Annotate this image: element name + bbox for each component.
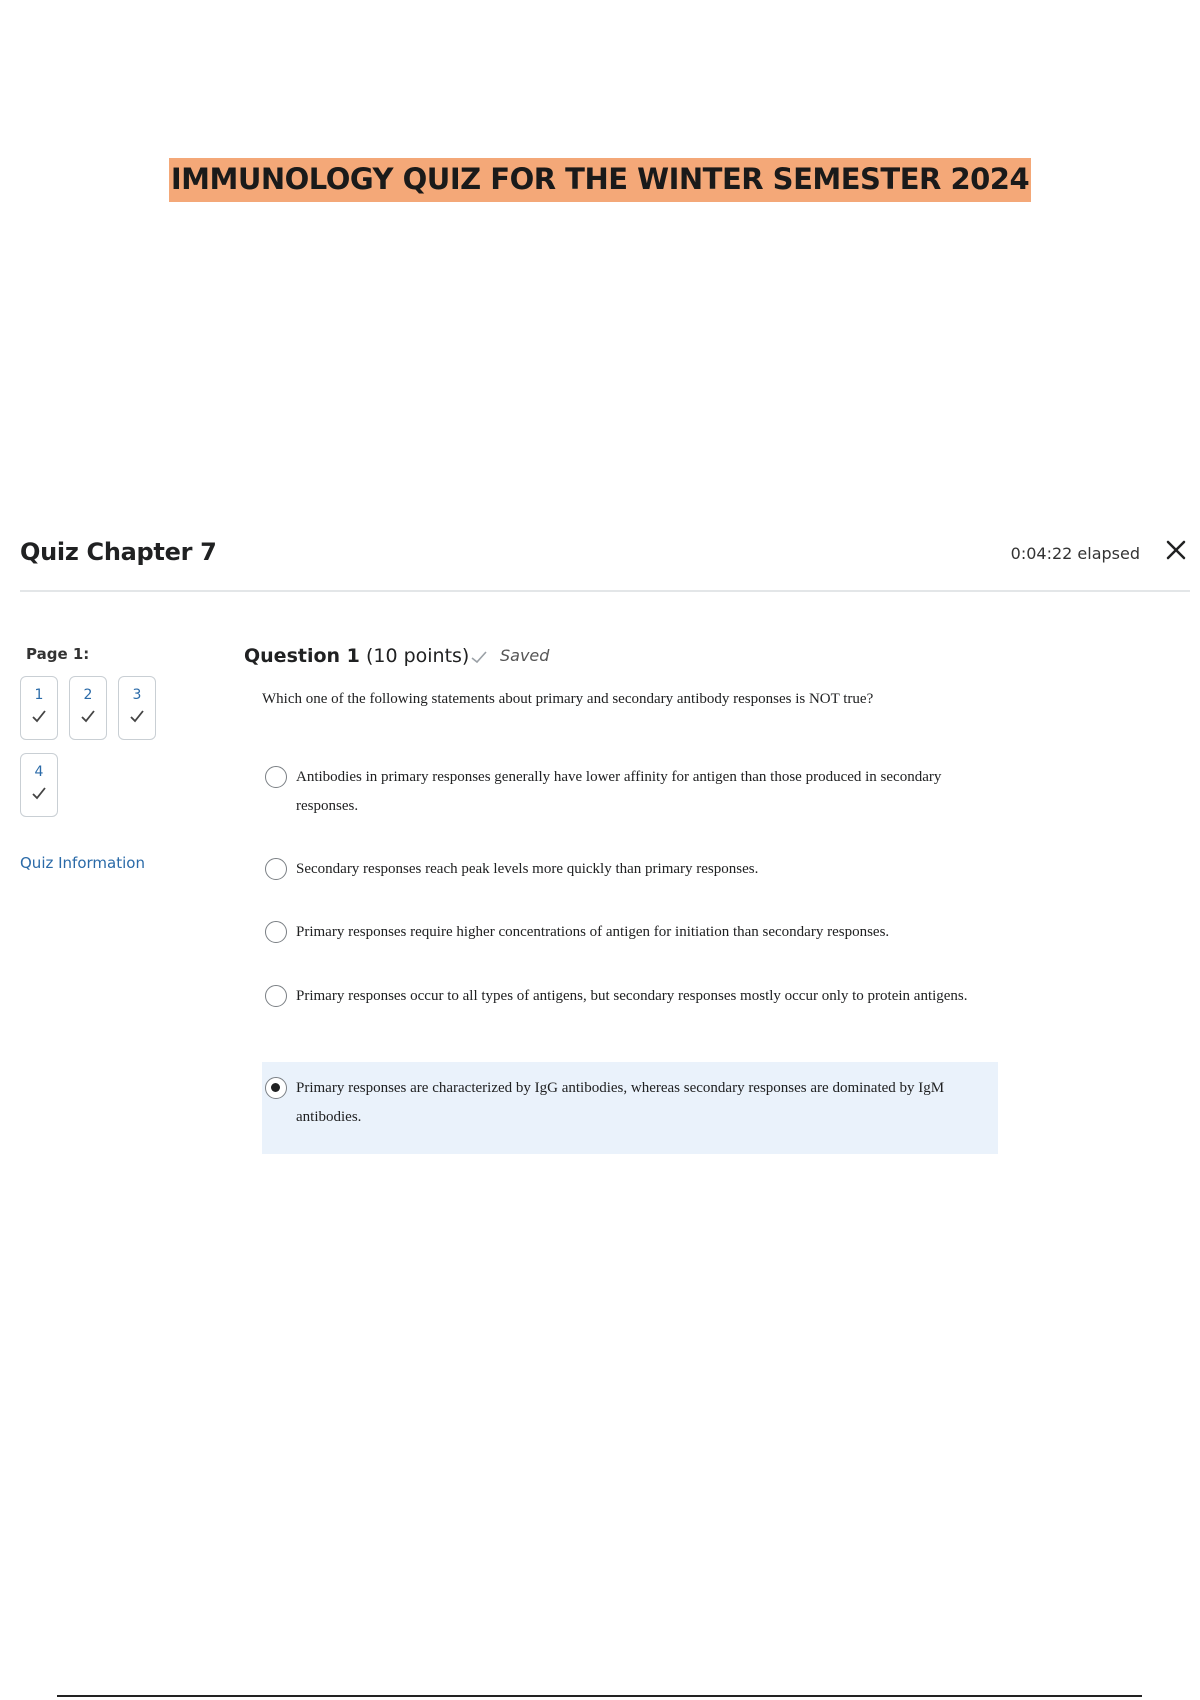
answer-option-1[interactable] (262, 763, 998, 821)
quiz-information-link[interactable]: Quiz Information (20, 854, 145, 872)
answer-option-5-selected[interactable] (262, 1062, 998, 1154)
question-nav-4[interactable] (20, 753, 58, 817)
question-heading (244, 645, 469, 667)
answer-option-text: Secondary responses reach peak levels more quickly than primary responses. (296, 861, 759, 877)
document-title-wrap (0, 158, 1200, 202)
answer-option-3[interactable] (262, 918, 998, 947)
answer-option-text: Antibodies in primary responses generally have lower affinity for antigen than those produced in secondary responses. (296, 769, 942, 814)
radio-button-selected[interactable] (265, 1077, 287, 1099)
radio-button[interactable] (265, 921, 287, 943)
question-nav-number: 1 (34, 687, 44, 703)
bottom-divider (57, 1695, 1142, 1697)
question-number: Question 1 (244, 645, 360, 667)
radio-button[interactable] (265, 858, 287, 880)
question-nav-2[interactable] (69, 676, 107, 740)
question-nav-number: 4 (34, 764, 44, 780)
checkmark-icon (31, 709, 47, 723)
question-nav-1[interactable] (20, 676, 58, 740)
saved-status: Saved (500, 646, 550, 665)
checkmark-icon (80, 709, 96, 723)
close-button[interactable] (1162, 536, 1190, 564)
radio-button[interactable] (265, 985, 287, 1007)
question-text: Which one of the following statements about primary and secondary antibody responses is NOT true? (262, 691, 874, 707)
page-label: Page 1: (26, 645, 90, 663)
question-points: (10 points) (365, 645, 470, 667)
checkmark-icon (129, 709, 145, 723)
answer-option-4[interactable] (262, 982, 998, 1011)
answer-option-text: Primary responses require higher concentrations of antigen for initiation than secondary responses. (296, 924, 890, 940)
quiz-title: Quiz Chapter 7 (20, 538, 217, 566)
answer-option-2[interactable] (262, 855, 998, 884)
saved-check-icon (470, 650, 488, 664)
checkmark-icon (31, 786, 47, 800)
elapsed-timer: 0:04:22 elapsed (1010, 544, 1140, 563)
answer-option-text: Primary responses are characterized by IgG antibodies, whereas secondary responses are dominated by IgM antibodies. (296, 1080, 945, 1125)
answer-option-text: Primary responses occur to all types of antigens, but secondary responses mostly occur only to protein antigens. (296, 988, 968, 1004)
question-nav-3[interactable] (118, 676, 156, 740)
close-icon (1162, 536, 1190, 564)
document-title: IMMUNOLOGY QUIZ FOR THE WINTER SEMESTER 2024 (169, 158, 1031, 202)
question-nav-number: 2 (83, 687, 93, 703)
quiz-header (20, 530, 1190, 592)
question-nav-number: 3 (132, 687, 142, 703)
radio-button[interactable] (265, 766, 287, 788)
